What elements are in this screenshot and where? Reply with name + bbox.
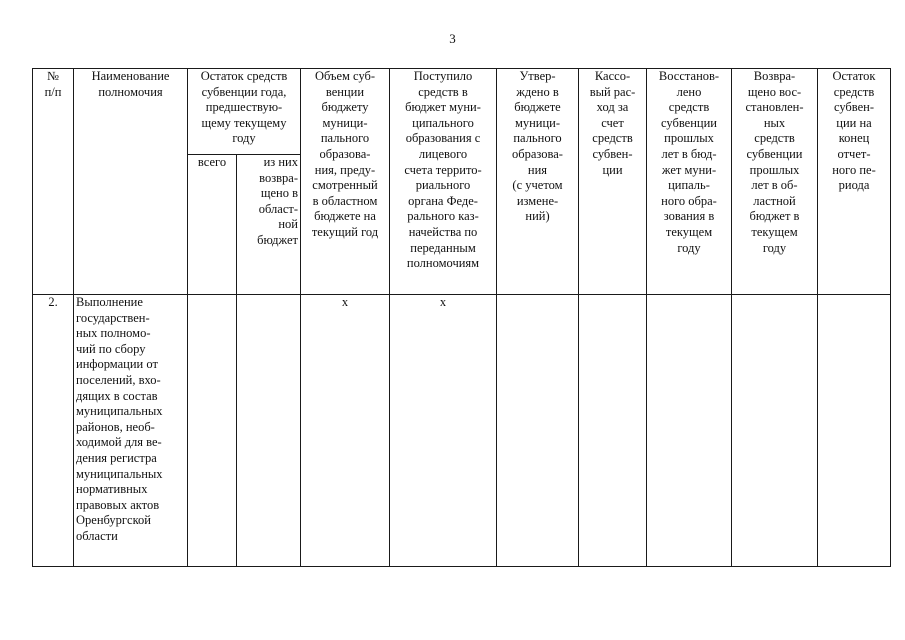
header-balance-end [818,69,891,295]
text-line: Выполнение [76,295,143,309]
cell-volume: x [301,295,390,567]
text-line: бюджет [257,232,298,247]
text-line: нормативных [76,482,148,497]
text-line: прошлых [664,131,714,146]
header-restored [647,69,732,295]
text-line: текущий год [311,224,379,239]
text-line: ния [527,162,548,177]
text-line: бюджету [321,100,369,115]
text-line: венции [325,84,365,99]
text-line: област- [258,201,298,216]
text-line: государствен- [76,310,150,325]
text-line: чий по сбору [76,341,146,356]
text-line: щему текущему [201,115,287,130]
cell-cash [579,295,647,567]
text-line: Остаток [832,69,876,83]
text-line: году [677,240,701,255]
text-line: муниципальных [76,466,163,481]
text-line: образова- [512,146,563,161]
text-line: зования в [663,209,715,224]
text-line: лет в об- [751,178,798,193]
cell-received: x [390,295,497,567]
text-line: субвенции года, [201,84,287,99]
text-line: средств [754,131,795,146]
text-line: предшествую- [205,100,283,115]
text-line: ний) [525,209,550,224]
subvention-report-table [32,68,891,567]
text-line: ных полномо- [76,326,151,341]
cell-balance-end [818,295,891,567]
text-line: субвенции [746,146,803,161]
text-line: органа Феде- [408,193,478,208]
header-cash [579,69,647,295]
text-line: субвен- [833,100,875,115]
text-line: пального [513,131,562,146]
cell-approved [497,295,579,567]
text-line: ципального [412,115,474,130]
header-balance-returned [237,155,301,295]
cell-balance-total [188,295,237,567]
text-line: начейства по [408,224,478,239]
text-line: области [76,528,118,543]
text-line: бюджете [514,100,561,115]
text-line: Восстанов- [658,69,720,83]
cell-balance-returned [237,295,301,567]
text-line: щено вос- [747,84,802,99]
text-line: ного пе- [832,162,876,177]
text-line: всего [197,155,227,169]
text-line: субвен- [592,146,633,161]
text-line: полномочиям [406,256,480,271]
text-line: Объем суб- [314,69,376,83]
text-line: счета террито- [404,162,482,177]
text-line: ждено в [516,84,559,99]
text-line: ластной [753,193,796,208]
header-volume [301,69,390,295]
text-line: году [762,240,787,255]
cell-restored [647,295,732,567]
text-line: риода [838,178,870,193]
text-line: жет муни- [661,162,717,177]
text-line: муници- [322,115,368,130]
text-line: бюджете на [314,209,376,224]
text-line: Возвра- [753,69,796,83]
table-row [33,295,891,567]
text-line: дения регистра [76,450,157,465]
text-line: информации от [76,357,158,372]
text-line: смотренный [312,178,378,193]
text-line: ции на [836,115,872,130]
text-line: рального каз- [407,209,479,224]
text-line: возвра- [259,170,298,185]
text-line: лицевого [418,146,468,161]
text-line: риального [415,178,471,193]
text-line: муниципальных [76,404,163,419]
text-line: прошлых [749,162,800,177]
text-line: дящих в состав [76,388,158,403]
text-line: № [47,69,59,83]
text-line: (с учетом [512,178,563,193]
text-line: становлен- [745,100,804,115]
text-line: пального [320,131,370,146]
text-line: текущем [751,224,798,239]
text-line: бюджет в [749,209,800,224]
text-line: измене- [516,193,559,208]
text-line: средств [668,100,710,115]
text-line: ных [763,115,786,130]
text-line: бюджет муни- [405,100,481,115]
text-line: ходимой для ве- [76,435,162,450]
text-line: Кассо- [594,69,631,83]
text-line: отчет- [837,146,871,161]
header-returned [732,69,818,295]
text-line: лено [676,84,702,99]
header-approved [497,69,579,295]
text-line: полномочия [98,84,163,99]
text-line: средств в [418,84,468,99]
text-line: муници- [514,115,561,130]
text-line: ной [278,217,298,232]
page-number: 3 [449,31,456,46]
text-line: районов, необ- [76,419,155,434]
text-line: в областном [312,193,378,208]
text-line: Оренбургской [76,513,151,528]
text-line: образования с [405,131,481,146]
text-line: переданным [410,240,476,255]
text-line: щено в [260,186,298,201]
text-line: п/п [44,84,62,99]
text-line: лет в бюд- [661,146,717,161]
header-received [390,69,497,295]
text-line: вый рас- [589,84,636,99]
text-line: ципаль- [668,178,710,193]
text-line: Утвер- [519,69,556,83]
text-line: субвенции [661,115,717,130]
header-balance-total [188,155,237,295]
text-line: конец [838,131,870,146]
header-balance-start [188,69,301,155]
text-line: Поступило [413,69,473,83]
text-line: средств [833,84,875,99]
text-line: ния, преду- [314,162,376,177]
text-line: текущем [665,224,713,239]
text-line: ции [602,162,623,177]
cell-returned [732,295,818,567]
text-line: поселений, вхо- [76,372,161,387]
row-number: 2. [33,295,74,567]
row-name [74,295,188,567]
text-line: ного обра- [661,193,717,208]
text-line: из них [263,155,298,169]
text-line: правовых актов [76,497,160,512]
header-name [74,69,188,295]
text-line: Остаток средств [200,69,288,83]
header-num [33,69,74,295]
text-line: средств [592,131,633,146]
text-line: счет [601,115,624,130]
text-line: году [232,131,256,146]
text-line: Наименование [91,69,170,83]
text-line: ход за [596,100,629,115]
text-line: образова- [319,146,371,161]
